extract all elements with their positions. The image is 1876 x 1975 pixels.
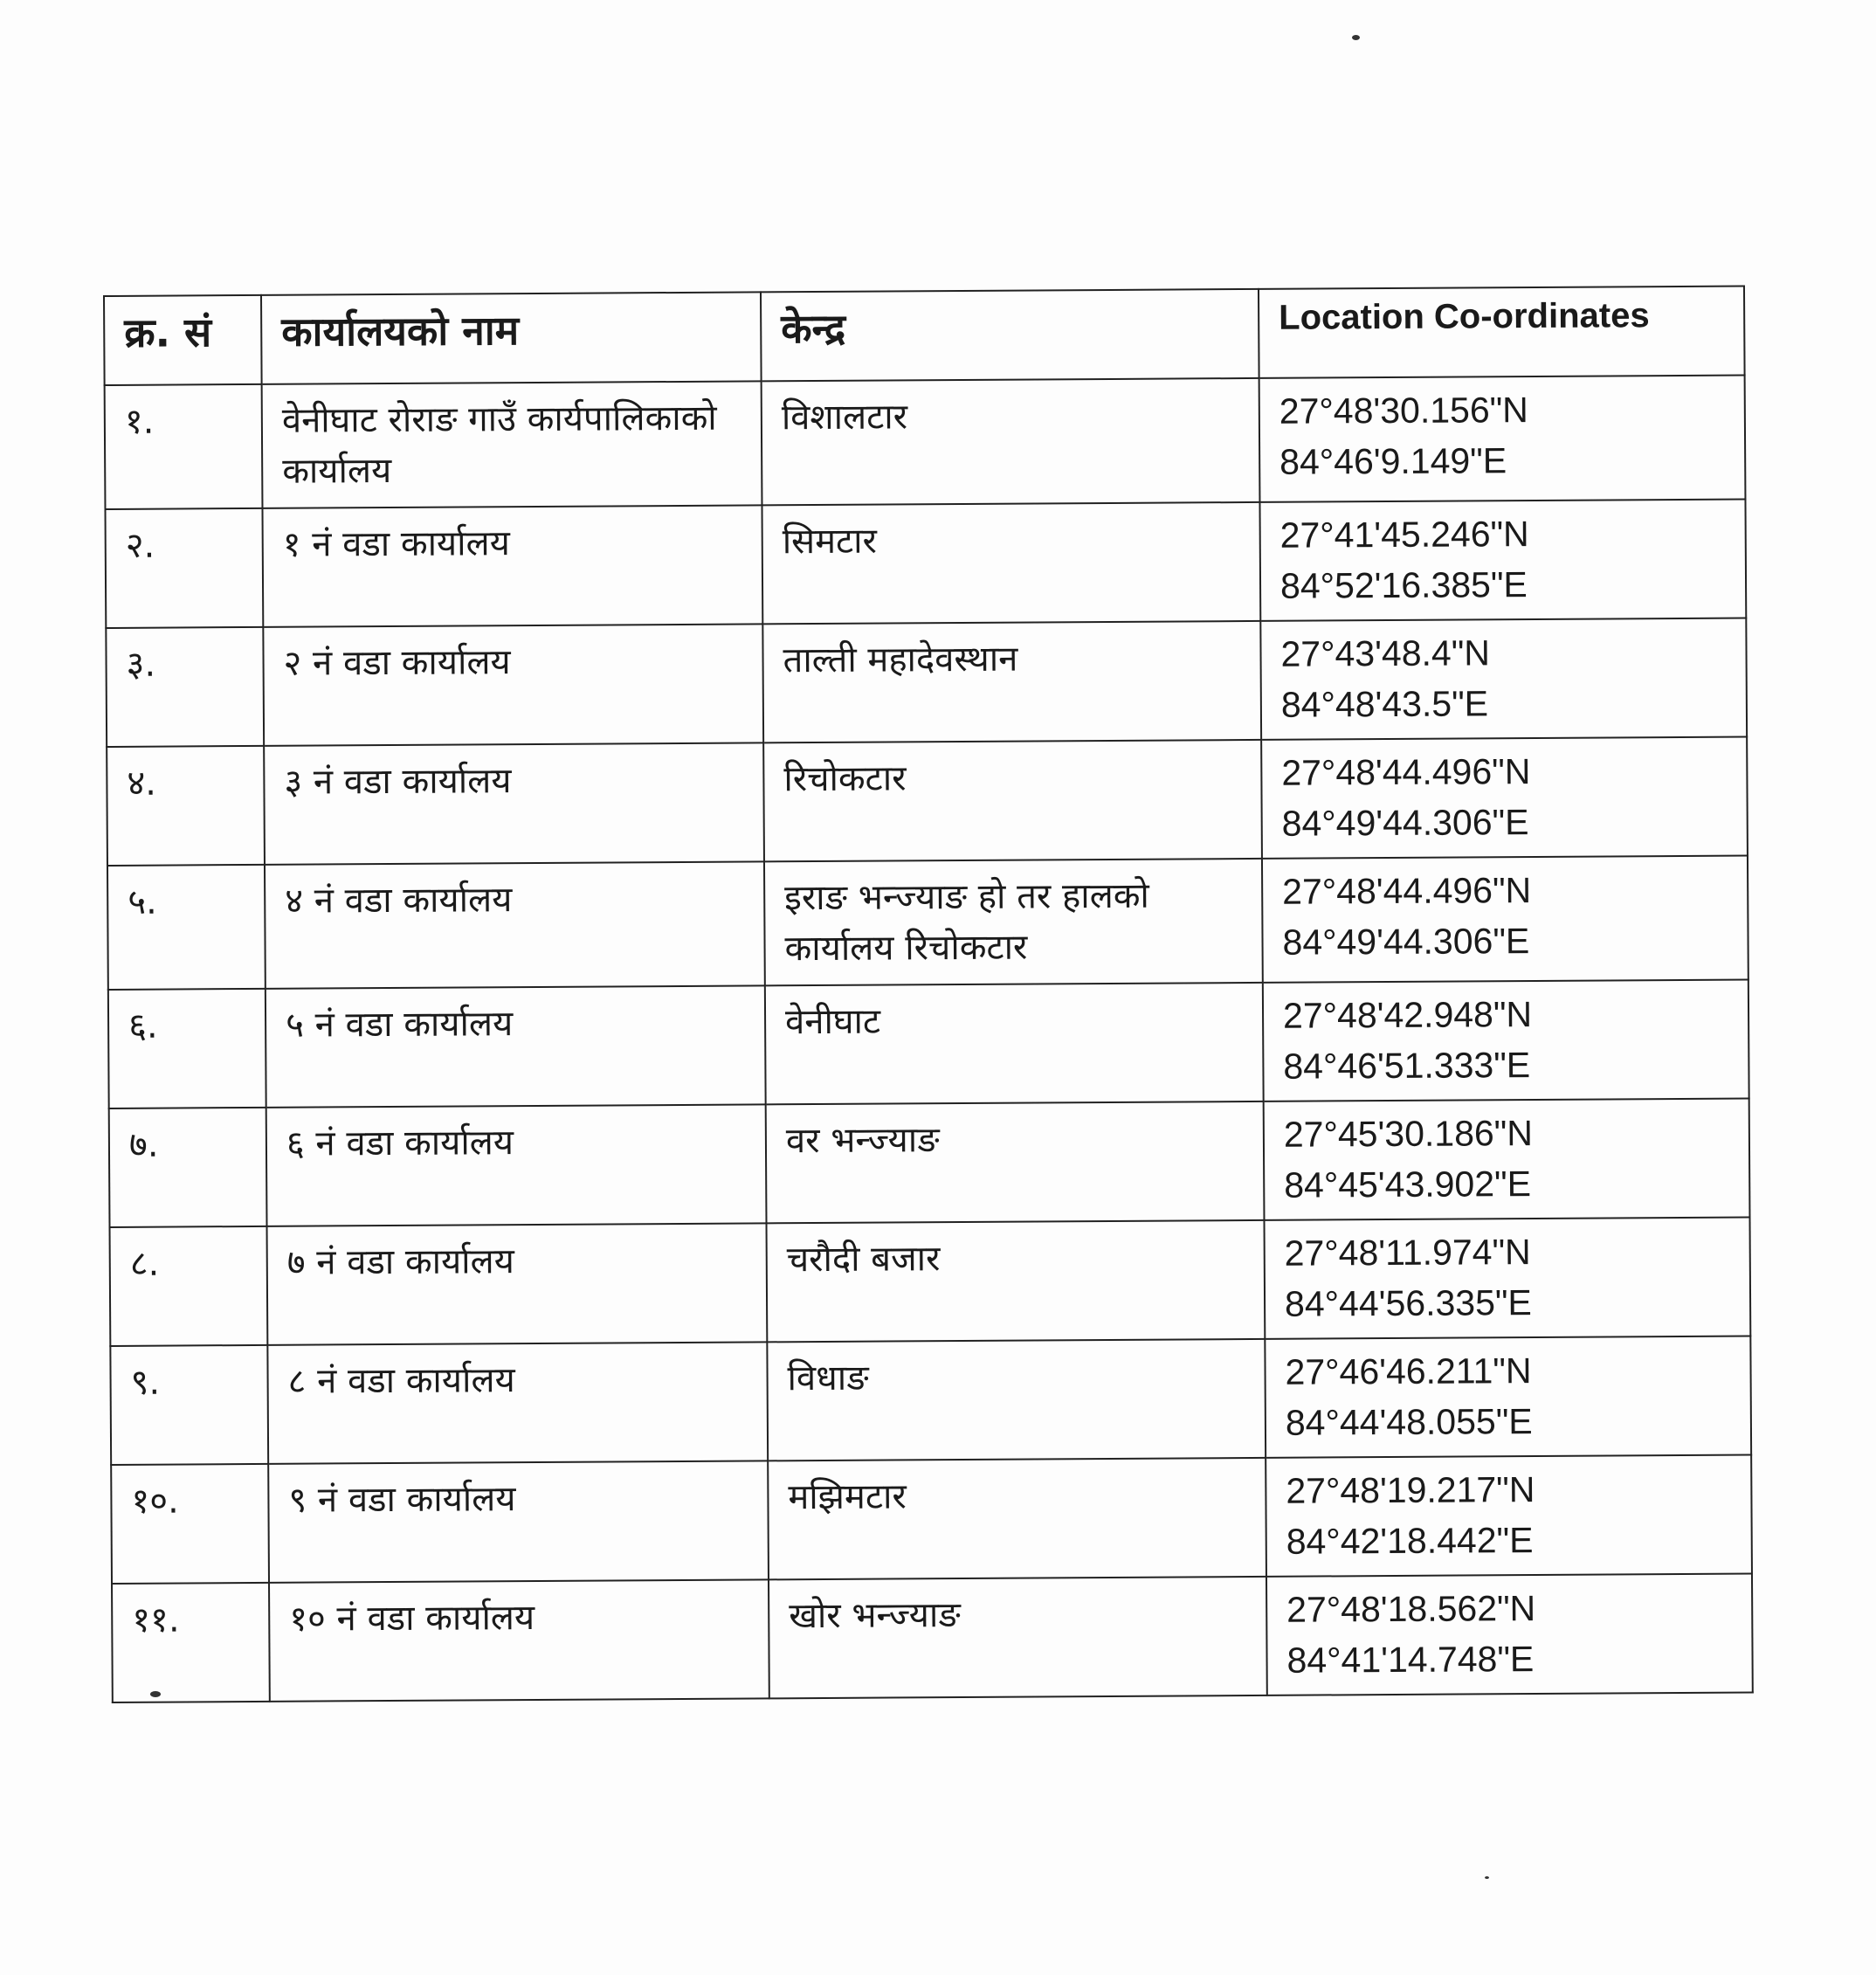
latitude: 27°48'42.948"N: [1282, 994, 1533, 1036]
scan-speck: [1352, 35, 1360, 40]
cell-coordinates: [1263, 980, 1749, 1101]
table-row: [105, 376, 1746, 509]
header-coordinates: Location Co-ordinates: [1259, 287, 1745, 378]
table-row: [110, 1336, 1751, 1464]
table-row: [109, 1099, 1750, 1227]
cell-serial: १०.: [111, 1464, 269, 1584]
cell-serial: ११.: [112, 1583, 270, 1702]
table-row: [107, 737, 1748, 866]
office-locations-table: [103, 286, 1754, 1703]
cell-coordinates: [1259, 376, 1746, 502]
table-row: [108, 980, 1749, 1108]
cell-office-name: ८ नं वडा कार्यालय: [267, 1342, 768, 1463]
longitude: 84°45'43.902"E: [1284, 1164, 1532, 1205]
longitude: 84°41'14.748"E: [1286, 1639, 1535, 1681]
header-serial: क्र. सं: [104, 295, 262, 385]
table-row: [111, 1454, 1752, 1583]
cell-center: इराङ भन्ज्याङ हो तर हालको कार्यालय रिचोकटार: [764, 859, 1263, 985]
latitude: 27°48'44.496"N: [1281, 751, 1531, 793]
cell-coordinates: [1264, 1218, 1750, 1339]
cell-center: विधाङ: [767, 1339, 1266, 1461]
cell-serial: ३.: [106, 627, 264, 747]
latitude: 27°45'30.186"N: [1283, 1113, 1534, 1155]
longitude: 84°52'16.385"E: [1279, 564, 1528, 606]
cell-center: वर भन्ज्याङ: [766, 1101, 1265, 1223]
cell-office-name: वेनीघाट रोराङ गाउँ कार्यपालिकाको कार्यालय: [262, 381, 762, 508]
cell-coordinates: [1266, 1573, 1753, 1695]
cell-coordinates: [1264, 1099, 1750, 1220]
cell-center: ताल्ती महादेवस्थान: [762, 621, 1261, 742]
cell-center: खोर भन्ज्याङ: [769, 1577, 1267, 1698]
cell-office-name: ९ नं वडा कार्यालय: [268, 1461, 769, 1582]
cell-center: चरौदी बजार: [767, 1220, 1266, 1342]
cell-coordinates: [1266, 1454, 1752, 1576]
table-row: [106, 618, 1747, 747]
table-header-row: [104, 287, 1745, 385]
office-locations-table-wrapper: [103, 286, 1752, 1703]
longitude: 84°44'56.335"E: [1284, 1282, 1532, 1324]
longitude: 84°49'44.306"E: [1281, 802, 1529, 844]
cell-serial: ५.: [107, 865, 266, 990]
longitude: 84°44'48.055"E: [1285, 1401, 1533, 1443]
cell-serial: ८.: [110, 1226, 268, 1346]
latitude: 27°48'44.496"N: [1282, 870, 1532, 912]
cell-office-name: ५ नं वडा कार्यालय: [266, 985, 766, 1107]
cell-center: विशालटार: [762, 378, 1260, 505]
cell-serial: ९.: [110, 1345, 268, 1465]
table-row: [110, 1218, 1751, 1346]
cell-center: मझिमटार: [768, 1458, 1266, 1579]
table-row: [107, 856, 1748, 990]
longitude: 84°46'51.333"E: [1283, 1045, 1531, 1087]
longitude: 84°46'9.149"E: [1279, 440, 1507, 482]
cell-coordinates: [1265, 1336, 1751, 1457]
cell-center: वेनीघाट: [765, 983, 1264, 1104]
cell-center: रिचोकटार: [763, 740, 1262, 861]
longitude: 84°49'44.306"E: [1282, 921, 1530, 963]
longitude: 84°48'43.5"E: [1280, 683, 1489, 725]
cell-serial: ७.: [109, 1108, 267, 1227]
latitude: 27°48'19.217"N: [1286, 1469, 1535, 1511]
latitude: 27°48'30.156"N: [1279, 390, 1528, 432]
longitude: 84°42'18.442"E: [1286, 1520, 1534, 1562]
cell-serial: १.: [105, 384, 263, 509]
cell-office-name: ४ नं वडा कार्यालय: [265, 861, 765, 988]
cell-coordinates: [1259, 500, 1746, 621]
cell-serial: ४.: [107, 746, 265, 866]
table-row: [112, 1573, 1753, 1702]
latitude: 27°41'45.246"N: [1279, 514, 1529, 556]
cell-office-name: १ नं वडा कार्यालय: [262, 505, 762, 626]
latitude: 27°48'11.974"N: [1284, 1232, 1531, 1274]
cell-coordinates: [1261, 737, 1748, 859]
cell-office-name: २ नं वडा कार्यालय: [263, 624, 763, 745]
cell-office-name: ३ नं वडा कार्यालय: [264, 742, 764, 864]
cell-office-name: ६ नं वडा कार्यालय: [266, 1104, 767, 1226]
header-center: केन्द्र: [761, 289, 1259, 381]
cell-office-name: १० नं वडा कार्यालय: [269, 1579, 769, 1701]
cell-coordinates: [1260, 618, 1747, 740]
header-office-name: कार्यालयको नाम: [261, 292, 762, 383]
cell-serial: ६.: [108, 989, 266, 1108]
table-row: [105, 500, 1746, 628]
latitude: 27°46'46.211"N: [1285, 1350, 1532, 1392]
latitude: 27°43'48.4"N: [1280, 632, 1491, 674]
cell-office-name: ७ नं वडा कार्यालय: [267, 1223, 768, 1344]
latitude: 27°48'18.562"N: [1286, 1588, 1536, 1630]
cell-serial: २.: [105, 508, 263, 628]
cell-coordinates: [1262, 856, 1748, 983]
scan-speck: [1485, 1876, 1489, 1879]
cell-center: सिमटार: [762, 502, 1260, 624]
